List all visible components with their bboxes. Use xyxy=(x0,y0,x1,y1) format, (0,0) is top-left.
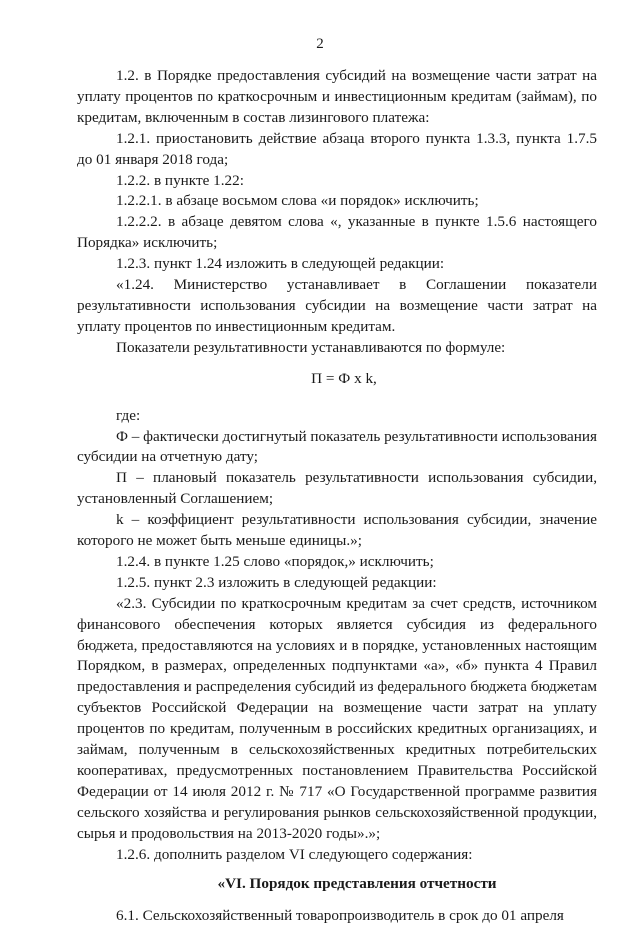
paragraph-2-3-quote: «2.3. Субсидии по краткосрочным кредитам за счет средств, источником финансового обеспечения которых является субсидия из федерального бюджета, предоставляются на условиях и в порядке, установленных настоящим Порядком, в размерах, определенных подпунктами «а», «б» пункта 4 Правил предоставления и распределения субсидий из федерального бюджета бюджетам субъектов Российской Федерации на возмещение части затрат на уплату процентов по кредитам, полученным в российских кредитных организациях, и займам, полученным в сельскохозяйственных кредитных потребительских кооперативах, предусмотренных постановлением Правительства Российской Федерации от 14 июля 2012 г. № 717 «О Государственной программе развития сельского хозяйства и регулирования рынков сельскохозяйственной продукции, сырья и продовольствия на 2013-2020 годы».»; xyxy=(77,594,597,842)
paragraph-1-2-4: 1.2.4. в пункте 1.25 слово «порядок,» исключить; xyxy=(116,552,434,570)
paragraph-1-24-quote: «1.24. Министерство устанавливает в Соглашении показатели результативности использования субсидии на возмещение части затрат на уплату процентов по инвестиционным кредитам. xyxy=(77,276,597,335)
formula: П = Ф x k, xyxy=(311,369,377,387)
page-number: 2 xyxy=(316,36,324,52)
paragraph-1-2-1: 1.2.1. приостановить действие абзаца второго пункта 1.3.3, пункта 1.7.5 до 01 января 2018 года; xyxy=(77,129,597,168)
definition-k: k – коэффициент результативности использования субсидии, значение которого не может быть меньше единицы.»; xyxy=(77,511,597,550)
paragraph-formula-intro: Показатели результативности устанавливаются по формуле: xyxy=(116,338,506,356)
paragraph-1-2-2-1: 1.2.2.1. в абзаце восьмом слова «и порядок» исключить; xyxy=(116,192,479,210)
paragraph-1-2-5: 1.2.5. пункт 2.3 изложить в следующей редакции: xyxy=(116,573,437,591)
definition-p: П – плановый показатель результативности использования субсидии, установленный Соглашением; xyxy=(77,469,597,508)
paragraph-where: где: xyxy=(116,406,141,424)
paragraph-1-2-6: 1.2.6. дополнить разделом VI следующего содержания: xyxy=(116,845,473,863)
paragraph-6-1: 6.1. Сельскохозяйственный товаропроизводитель в срок до 01 апреля xyxy=(116,907,564,925)
section-heading: «VI. Порядок представления отчетности xyxy=(217,874,497,892)
paragraph-1-2-2-2: 1.2.2.2. в абзаце девятом слова «, указанные в пункте 1.5.6 настоящего Порядка» исключить; xyxy=(77,213,597,252)
paragraph-1-2-3: 1.2.3. пункт 1.24 изложить в следующей редакции: xyxy=(116,255,445,273)
document-body xyxy=(77,66,597,927)
paragraph-1-2-2: 1.2.2. в пункте 1.22: xyxy=(116,171,244,189)
definition-f: Ф – фактически достигнутый показатель результативности использования субсидии на отчетную дату; xyxy=(77,427,597,466)
paragraph-1-2: 1.2. в Порядке предоставления субсидий на возмещение части затрат на уплату процентов по краткосрочным и инвестиционным кредитам (займам), по кредитам, включенным в состав лизингового платежа: xyxy=(77,67,597,126)
